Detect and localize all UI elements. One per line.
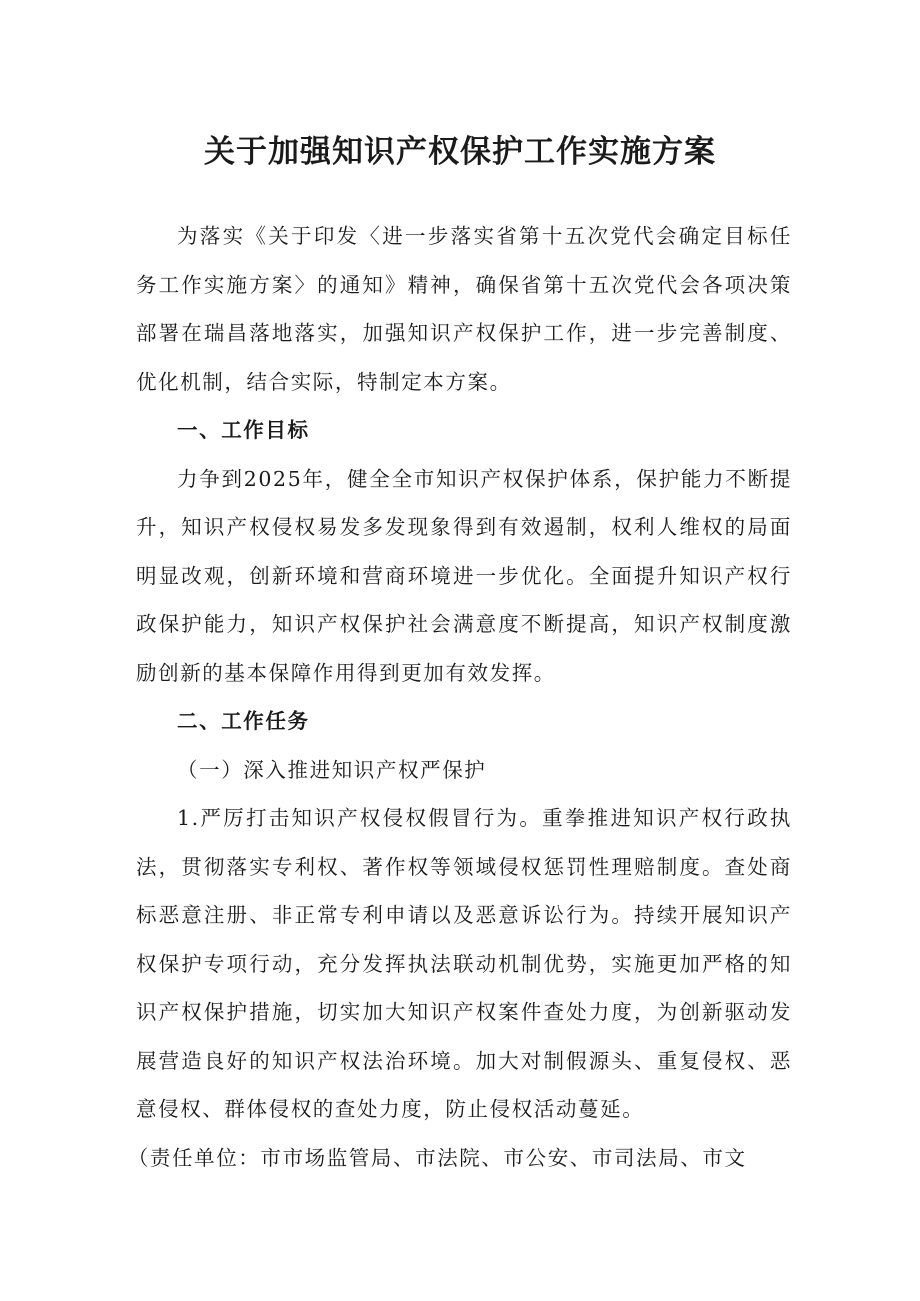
intro-paragraph: 为落实《关于印发〈进一步落实省第十五次党代会确定目标任务工作实施方案〉的通知》精神，确保省第十五次党代会各项决策部署在瑞昌落地落实，加强知识产权保护工作，进一步完善制度、优化机制，结合实际，特制定本方案。	[136, 224, 792, 394]
responsibility-line: （责任单位：市市场监管局、市法院、市公安、市司法局、市文	[127, 1145, 747, 1170]
task-item-1-paragraph: 1.严厉打击知识产权侵权假冒行为。重拳推进知识产权行政执法，贯彻落实专利权、著作权等领域侵权惩罚性理赔制度。查处商标恶意注册、非正常专利申请以及恶意诉讼行为。持续开展知识产权保护专项行动，充分发挥执法联动机制优势，实施更加严格的知识产权保护措施，切实加大知识产权案件查处力度，为创新驱动发展营造良好的知识产权法治环境。加大对制假源头、重复侵权、恶意侵权、群体侵权的查处力度，防止侵权活动蔓延。	[136, 806, 792, 1121]
document-body	[127, 212, 792, 1182]
goals-paragraph: 力争到2025年，健全全市知识产权保护体系，保护能力不断提升，知识产权侵权易发多发现象得到有效遏制，权利人维权的局面明显改观，创新环境和营商环境进一步优化。全面提升知识产权行政保护能力，知识产权保护社会满意度不断提高，知识产权制度激励创新的基本保障作用得到更加有效发挥。	[136, 466, 792, 685]
document-title: 关于加强知识产权保护工作实施方案	[204, 134, 716, 170]
subsection-heading-protection: （一）深入推进知识产权严保护	[177, 757, 487, 782]
section-heading-tasks: 二、工作任务	[177, 709, 310, 733]
section-heading-goals: 一、工作目标	[177, 418, 310, 442]
